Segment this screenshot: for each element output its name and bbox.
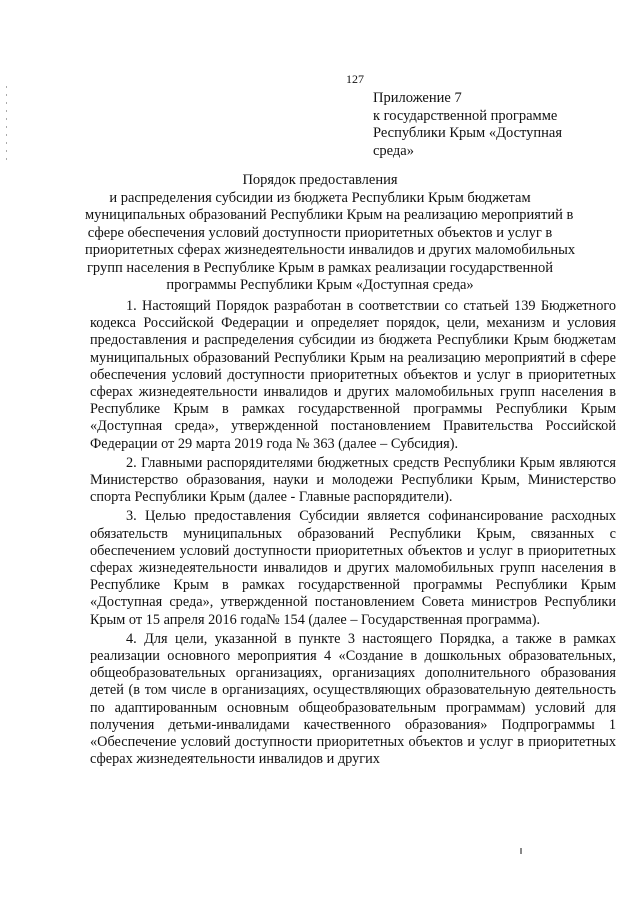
appendix-line: Приложение 7 bbox=[373, 90, 462, 106]
scan-speck bbox=[520, 848, 522, 854]
title-line: программы Республики Крым «Доступная среда» bbox=[166, 277, 474, 293]
title-line: Порядок предоставления bbox=[242, 172, 398, 188]
document-title bbox=[85, 172, 576, 295]
appendix-line: к государственной программе bbox=[373, 107, 558, 124]
appendix-line: Республики Крым «Доступная bbox=[373, 125, 563, 141]
appendix-line: среда» bbox=[373, 142, 414, 159]
paragraph-2: 2. Главными распорядителями бюджетных средств Республики Крым являются Министерство образования, науки и молодежи Республики Крым, Министерство спорта Республики Крым (далее - Главные распорядители). bbox=[90, 454, 616, 506]
paragraph-3: 3. Целью предоставления Субсидии является софинансирование расходных обязательств муниципальных образований Республики Крым, связанных с обеспечением условий доступности приоритетных объектов и услуг в приоритетных сферах жизнедеятельности инвалидов и других маломобильных групп населения в Республике Крым в рамках государственной программы Республики Крым «Доступная среда», утвержденной постановлением Совета министров Республики Крым от 15 апреля 2016 года№ 154 (далее – Государственная программа). bbox=[90, 508, 616, 628]
appendix-header bbox=[373, 90, 613, 160]
document-body bbox=[90, 298, 616, 770]
title-line: и распределения субсидии из бюджета Республики Крым бюджетам bbox=[109, 189, 531, 206]
paragraph-4: 4. Для цели, указанной в пункте 3 настоящего Порядка, а также в рамках реализации основного мероприятия 4 «Создание в дошкольных образовательных, общеобразовательных организациях, организациях дополнительного образования детей (в том числе в организациях, осуществляющих образовательную деятельность по адаптированным основным общеобразовательным программам) условий для получения детьми-инвалидами качественного образования» Подпрограммы 1 «Обеспечение условий доступности приоритетных объектов и услуг в приоритетных сферах жизнедеятельности инвалидов и других bbox=[90, 630, 616, 768]
title-line: муниципальных образований Республики Крым на реализацию мероприятий в bbox=[85, 207, 574, 223]
paragraph-1: 1. Настоящий Порядок разработан в соответствии со статьей 139 Бюджетного кодекса Российской Федерации и определяет порядок, цели, механизм и условия предоставления и распределения субсидии из бюджета Республики Крым бюджетам муниципальных образований Республики Крым на реализацию мероприятий в сфере обеспечения условий доступности приоритетных объектов и услуг в приоритетных сферах жизнедеятельности инвалидов и других маломобильных групп населения в Республике Крым в рамках государственной программы Республики Крым «Доступная среда», утвержденной постановлением Правительства Российской Федерации от 29 марта 2019 года № 363 (далее – Субсидия). bbox=[90, 298, 616, 452]
title-line: сфере обеспечения условий доступности приоритетных объектов и услуг в bbox=[87, 224, 553, 241]
title-line: приоритетных сферах жизнедеятельности инвалидов и других маломобильных bbox=[85, 242, 576, 258]
scan-artifact bbox=[6, 86, 8, 166]
title-line: групп населения в Республике Крым в рамках реализации государственной bbox=[86, 259, 554, 276]
page-number: 127 bbox=[346, 72, 364, 86]
